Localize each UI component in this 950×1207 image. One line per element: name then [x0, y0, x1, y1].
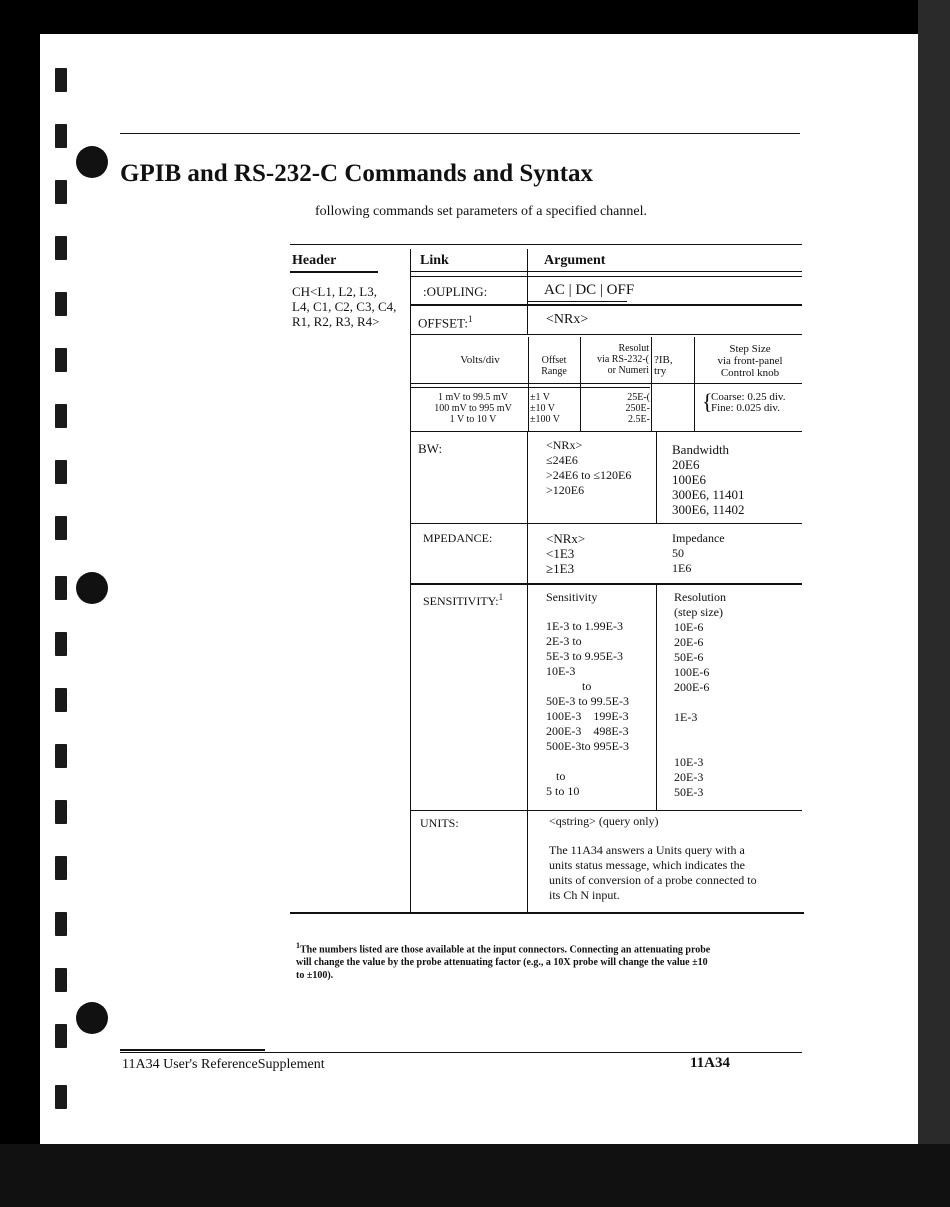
impedance-argument: <NRx> <1E3 ≥1E3 — [546, 531, 586, 576]
row-rule — [410, 304, 802, 306]
argument-column-line — [527, 249, 528, 334]
impedance-link: MPEDANCE: — [423, 531, 493, 545]
offset-argument: <NRx> — [546, 312, 589, 327]
subtable-rule — [410, 387, 650, 388]
footnote: $^1$The numbers listed are those available at the input connectors. Connecting an attenuating probe will change the value by the probe attenuating factor (e.g., a 10X probe will change the value ±10 to ±100). — [296, 941, 711, 982]
intro-text: following commands set parameters of a specified channel. — [315, 204, 647, 219]
binder-hole — [55, 292, 67, 316]
binder-hole — [55, 1024, 67, 1048]
coupling-underline — [527, 301, 627, 302]
row-rule — [410, 523, 802, 524]
sensitivity-argument: Sensitivity 1E-3 to 1.99E-3 2E-3 to 5E-3 to 9.95E-3 10E-3 to 50E-3 to 99.5E-3 100E-3 199E-3 200E-3 498E-3 500E-3to 995E-3 to 5 to 10 — [546, 590, 629, 798]
footer-rule — [120, 1052, 802, 1053]
units-description: The 11A34 answers a Units query with a units status message, which indicates the units of conversion of a probe connected to its Ch N input. — [549, 843, 757, 902]
coupling-argument: AC | DC | OFF — [544, 282, 635, 298]
resolution-heading: Resolut via RS-232-( or Numeri — [597, 343, 649, 376]
binder-hole — [55, 124, 67, 148]
binder-hole — [55, 348, 67, 372]
footer-title: 11A34 User's ReferenceSupplement — [122, 1057, 325, 1072]
table-top-rule — [290, 244, 802, 245]
heading-rule — [410, 276, 802, 277]
binder-hole — [55, 744, 67, 768]
volts-div-heading: Volts/div — [460, 354, 500, 366]
link-column-line — [410, 249, 411, 913]
resolution-values: 25E-( 250E- 2.5E- — [625, 392, 650, 425]
punch-hole — [76, 572, 108, 604]
bw-right-line — [656, 432, 657, 524]
binder-hole — [55, 968, 67, 992]
argument-column-line — [527, 432, 528, 913]
row-rule — [410, 583, 802, 585]
table-bottom-rule — [290, 912, 804, 914]
row-rule — [410, 810, 802, 811]
units-link: UNITS: — [420, 816, 459, 830]
binder-hole — [55, 912, 67, 936]
row-rule — [410, 431, 802, 432]
binder-hole — [55, 1085, 67, 1109]
offset-range-heading: Offset Range — [541, 355, 567, 377]
punch-hole — [76, 146, 108, 178]
volts-div-values: 1 mV to 99.5 mV 100 mV to 995 mV 1 V to 10 V — [434, 392, 512, 425]
sensitivity-link: SENSITIVITY:$^1$ — [423, 592, 504, 608]
header-column-heading: Header — [292, 253, 337, 268]
subtable-line — [651, 337, 652, 431]
argument-column-heading: Argument — [544, 253, 606, 268]
binder-hole — [55, 404, 67, 428]
subtable-line — [580, 337, 581, 431]
link-column-heading: Link — [420, 253, 449, 268]
page-title: GPIB and RS-232-C Commands and Syntax — [120, 160, 594, 187]
header-underline — [290, 271, 378, 273]
row-rule — [410, 334, 802, 335]
binder-hole — [55, 68, 67, 92]
binder-hole — [55, 688, 67, 712]
bw-link: BW: — [418, 441, 443, 456]
binder-hole — [55, 460, 67, 484]
bw-argument: <NRx> ≤24E6 >24E6 to ≤120E6 >120E6 — [546, 438, 632, 497]
offset-range-values: ±1 V ±10 V ±100 V — [530, 392, 561, 425]
binder-hole — [55, 180, 67, 204]
subtable-line — [528, 337, 529, 431]
subtable-rule — [410, 383, 802, 384]
binder-hole — [55, 632, 67, 656]
gpib-heading: ?IB, try — [654, 354, 673, 377]
units-argument: <qstring> (query only) — [549, 814, 659, 828]
footer-rule-short — [120, 1049, 265, 1051]
impedance-values: Impedance 50 1E6 — [672, 531, 725, 575]
binder-hole — [55, 576, 67, 600]
channel-header-cell: CH<L1, L2, L3, L4, C1, C2, C3, C4, R1, R2, R3, R4> — [292, 284, 397, 329]
brace-icon: { — [702, 389, 713, 414]
title-rule — [120, 133, 800, 134]
binder-hole — [55, 856, 67, 880]
scan-edge-bottom — [0, 1144, 950, 1207]
subtable-line — [694, 337, 695, 431]
footer-model: 11A34 — [690, 1055, 731, 1071]
coupling-link: :OUPLING: — [423, 284, 488, 299]
heading-rule — [410, 271, 802, 272]
bw-values: Bandwidth 20E6 100E6 300E6, 11401 300E6, 11402 — [672, 442, 745, 517]
sens-right-line — [656, 584, 657, 810]
step-size-heading: Step Size via front-panel Control knob — [717, 343, 783, 379]
offset-link: OFFSET:$^1$ — [418, 314, 473, 331]
scan-edge-right — [918, 0, 950, 1207]
binder-hole — [55, 516, 67, 540]
sensitivity-resolution: Resolution (step size) 10E-6 20E-6 50E-6 100E-6 200E-6 1E-3 10E-3 20E-3 50E-3 — [674, 590, 727, 799]
binder-hole — [55, 236, 67, 260]
punch-hole — [76, 1002, 108, 1034]
step-size-values: Coarse: 0.25 div. Fine: 0.025 div. — [711, 391, 786, 414]
binder-hole — [55, 800, 67, 824]
